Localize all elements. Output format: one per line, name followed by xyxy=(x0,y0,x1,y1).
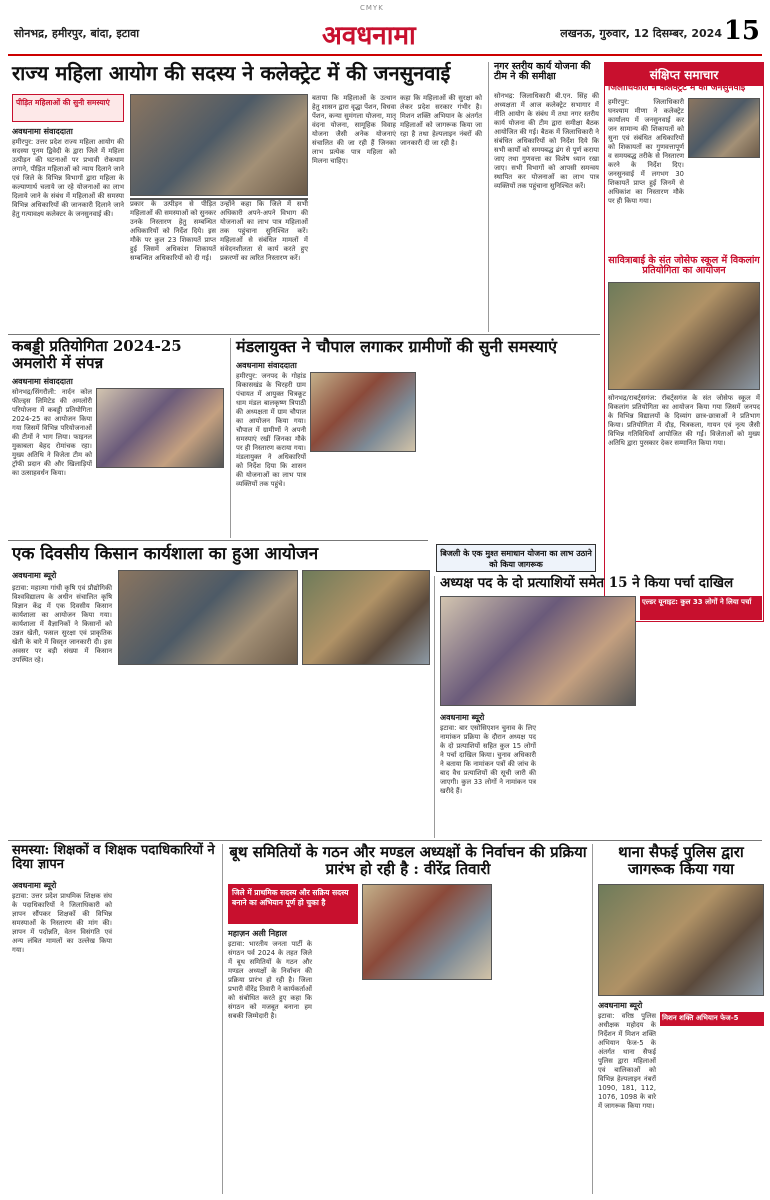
sidebar-item2-photo xyxy=(608,282,760,390)
story4-subhead: बिजली के एक मुश्त समाधान योजना का लाभ उठाने को किया जागरूक xyxy=(436,544,596,572)
sidebar-item1-photo xyxy=(688,98,760,158)
story1-body-c: उन्होंने कहा कि जिले में सभी अधिकारी अपने-अपने विभाग की योजनाओं का लाभ पात्र महिलाओं तक पहुंचाना सुनिश्चित करें। महिलाओं से संबंधित मामलों में संवेदनशीलता से कार्य करते हुए प्रकरणों का त्वरित निस्तारण करें। xyxy=(220,200,308,262)
story1-photo-1 xyxy=(130,94,308,196)
story7-body: इटावा: उत्तर प्रदेश प्राथमिक शिक्षक संघ के पदाधिकारियों ने जिलाधिकारी को ज्ञापन सौंपकर शिक्षकों की विभिन्न समस्याओं के निस्तारण की मांग की। ज्ञापन में पदोन्नति, वेतन विसंगति एवं अन्य लंबित मामलों का उल्लेख किया गया। xyxy=(12,892,112,954)
sidebar-item2-body: सोनभद्र/राबर्ट्सगंज: रॉबर्ट्सगंज के संत जोसेफ स्कूल में विकलांग प्रतियोगिता का आयोजन किया गया जिसमें जनपद के विभिन्न विद्यालयों के दिव्यांग छात्र-छात्राओं ने प्रतिभाग किया। प्रतियोगिता में दौड़, चित्रकला, गायन एवं नृत्य जैसी विभिन्न गतिविधियाँ आयोजित की गईं। विजेताओं को मुख्य अतिथि द्वारा पुरस्कार देकर सम्मानित किया गया। xyxy=(608,394,760,447)
masthead-date: लखनऊ, गुरुवार, 12 दिसम्बर, 2024 xyxy=(560,27,722,40)
story9-body: इटावा: वरिष्ठ पुलिस अधीक्षक महोदय के निर्देशन में मिशन शक्ति अभियान फेज-5 के अंतर्गत थाना सैफई पुलिस द्वारा महिलाओं एवं बालिकाओं को विभिन्न हेल्पलाइन नंबरों 1090, 181, 112, 1076, 1098 के बारे में जागरूक किया गया। xyxy=(598,1012,656,1110)
story8-byline: महाज़न अली निहाल xyxy=(228,929,287,938)
story6-headline: अध्यक्ष पद के दो प्रत्याशियों समेत 15 ने किया पर्चा दाखिल xyxy=(440,575,734,591)
story1-byline: अवधनामा संवाददाता xyxy=(12,127,73,136)
story5-photo-1 xyxy=(118,570,298,665)
story4-photo xyxy=(310,372,416,452)
masthead xyxy=(8,14,762,56)
sidebar-item1-body: हमीरपुर: जिलाधिकारी घनश्याम मीणा ने कलेक्ट्रेट कार्यालय में जनसुनवाई कर जन सामान्य की शिकायतों को सुना एवं संबंधित अधिकारियों को शिकायतों का गुणवत्तापूर्ण व समयबद्ध तरीके से निस्तारण करने के निर्देश दिए। जनसुनवाई में लगभग 30 शिकायतें प्राप्त हुई जिनमें से अधिकांश का निस्तारण मौके पर ही किया गया। xyxy=(608,98,684,205)
story8-tag: जिले में प्राथमिक सदस्य और सक्रिय सदस्य बनाने का अभियान पूर्ण हो चुका है xyxy=(228,884,358,924)
story8-photo xyxy=(362,884,492,980)
story3-byline: अवधनामा संवाददाता xyxy=(12,377,73,386)
story9-tag: मिशन शक्ति अभियान फेज-5 xyxy=(660,1012,764,1026)
story4-body: हमीरपुर: जनपद के गोहांड विकासखंड के चिरहरी ग्राम पंचायत में आयुक्त चित्रकूट धाम मंडल बालकृष्ण त्रिपाठी की अध्यक्षता में ग्राम चौपाल का आयोजन किया गया। चौपाल में ग्रामीणों ने अपनी समस्याएं रखीं जिनका मौके पर ही निस्तारण कराया गया। मंडलायुक्त ने अधिकारियों को निर्देश दिया कि शासन की योजनाओं का लाभ पात्र व्यक्तियों तक पहुंचे। xyxy=(236,372,306,488)
story3-headline: कबड्डी प्रतियोगिता 2024-25 अमलोरी में संपन्न xyxy=(12,337,182,372)
story7-headline: समस्या: शिक्षकों व शिक्षक पदाधिकारियों ने दिया ज्ञापन xyxy=(12,843,215,873)
story7-byline: अवधनामा ब्यूरो xyxy=(12,881,57,890)
story2-body: सोनभद्र: जिलाधिकारी बी.एन. सिंह की अध्यक्षता में आज कलेक्ट्रेट सभागार में नीति आयोग के संबंध में तथा नगर स्तरीय कार्य योजना की टीम द्वारा समीक्षा बैठक आयोजित की गई। बैठक में जिलाधिकारी ने संबंधित अधिकारियों को निर्देश दिये कि सभी कार्यों को समयबद्ध ढंग से पूर्ण कराया जाए तथा गुणवत्ता का विशेष ध्यान रखा जाए। सभी विभागों को आपसी समन्वय स्थापित कर योजनाओं का लाभ पात्र व्यक्तियों तक पहुंचाना सुनिश्चित करें। xyxy=(494,92,599,190)
story5-body: इटावा: महात्मा गांधी कृषि एवं प्रौद्योगिकी विश्वविद्यालय के अधीन संचालित कृषि विज्ञान केंद्र में एक दिवसीय किसान कार्यशाला का आयोजन किया गया। कार्यशाला में वैज्ञानिकों ने किसानों को उन्नत खेती, फसल सुरक्षा एवं प्राकृतिक खेती के बारे में विस्तृत जानकारी दी। इस अवसर पर बड़ी संख्या में किसान उपस्थित रहे। xyxy=(12,584,112,664)
story1-body-b: प्रकार के उत्पीड़न से पीड़ित महिलाओं की समस्याओं को सुनकर उनके निस्तारण हेतु सम्बन्धित अधिकारियों को निर्देश दिये। इस मौके पर कुल 23 शिकायतें प्राप्त हुई जिसमें अधिकांश शिकायतें सम्बन्धित अधिकारियों को दी गई। xyxy=(130,200,216,262)
story6-byline: अवधनामा ब्यूरो xyxy=(440,713,485,722)
story2-headline: नगर स्तरीय कार्य योजना की टीम ने की समीक्षा xyxy=(494,61,591,83)
story9-photo xyxy=(598,884,764,996)
story4-byline: अवधनामा संवाददाता xyxy=(236,361,297,370)
story1-body-a: हमीरपुर: उत्तर प्रदेश राज्य महिला आयोग की सदस्या पूनम द्विवेदी के द्वारा जिले में महिला उत्पीड़न की घटनाओं पर प्रभावी रोकथाम लगाने, पीड़ित महिलाओं को न्याय दिलाने जाने एवं जिले के विभिन्न विभागों द्वारा महिला के कल्याणार्थ चलाये जा रहे योजनाओं का लाभ दिलाये जाने के संबंध में महिलाओं की समस्या विभिन्न अधिकारियों की जानकारी दिलाने जाने हेतु गत्यावक्ष्य कलेक्टर के जनसुनवाई की। xyxy=(12,138,124,218)
story5-headline: एक दिवसीय किसान कार्यशाला का हुआ आयोजन xyxy=(12,544,319,564)
story9-headline: थाना सैफई पुलिस द्वारा जागरूक किया गया xyxy=(618,843,744,878)
sidebar-header: संक्षिप्त समाचार xyxy=(605,63,763,86)
story6-tag: एल्डर यूनाइट: कुल 33 लोगों ने लिया पर्चा xyxy=(640,596,762,620)
story5-byline: अवधनामा ब्यूरो xyxy=(12,571,57,580)
story1-body-e: कहा कि महिलाओं की सुरक्षा को लेकर प्रदेश सरकार गंभीर है। मिशन शक्ति अभियान के अंतर्गत महिलाओं को जागरूक किया जा रहा है तथा हेल्पलाइन नंबरों की जानकारी दी जा रही है। xyxy=(400,94,482,147)
story8-body: इटावा: भारतीय जनता पार्टी के संगठन पर्व 2024 के तहत जिले में बूथ समितियों के गठन और मण्डल अध्यक्षों के निर्वाचन की प्रक्रिया प्रारंभ हो रही है। जिला प्रभारी वीरेंद्र तिवारी ने कार्यकर्ताओं को संबोधित करते हुए कहा कि संगठन को मजबूत बनाना हम सबकी जिम्मेदारी है। xyxy=(228,940,312,1020)
newspaper-logo: अवधनामा xyxy=(322,21,416,51)
story8-headline: बूथ समितियों के गठन और मण्डल अध्यक्षों के निर्वाचन की प्रक्रिया प्रारंभ हो रही है : वीरेंद्र तिवारी xyxy=(229,843,587,878)
sidebar-item1-headline: जिलाधिकारी ने कलेक्ट्रेट में की जनसुनवाई xyxy=(608,83,746,93)
sidebar-item2-headline: सावित्राबाई के संत जोसेफ स्कूल में विकलांग प्रतियोगिता का आयोजन xyxy=(608,255,760,277)
masthead-cities: सोनभद्र, हमीरपुर, बांदा, इटावा xyxy=(14,27,140,40)
story6-photo xyxy=(440,596,636,706)
story6-body: इटावा: बार एसोसिएशन चुनाव के लिए नामांकन प्रक्रिया के दौरान अध्यक्ष पद के दो प्रत्याशियों सहित कुल 15 लोगों ने पर्चा दाखिल किया। चुनाव अधिकारी ने बताया कि नामांकन पत्रों की जांच के बाद वैध प्रत्याशियों की सूची जारी की जाएगी। कुल 33 लोगों ने नामांकन पत्र खरीदे हैं। xyxy=(440,724,536,795)
page-number: 15 xyxy=(723,16,760,46)
story9-byline: अवधनामा ब्यूरो xyxy=(598,1001,643,1010)
story3-photo xyxy=(96,388,224,468)
story5-photo-2 xyxy=(302,570,430,665)
story3-body: सोनभद्र/सिंगरौली: नार्दन कोल फील्ड्स लिमिटेड की अमलोरी परियोजना में कबड्डी प्रतियोगिता 2024-25 का आयोजन किया गया जिसमें विभिन्न परियोजनाओं की टीमों ने भाग लिया। फाइनल मुकाबला बेहद रोमांचक रहा। मुख्य अतिथि ने विजेता टीम को ट्रॉफी प्रदान की और खिलाड़ियों का उत्साहवर्धन किया। xyxy=(12,388,92,477)
cmyk-marker: CMYK xyxy=(360,4,384,12)
story1-headline: राज्य महिला आयोग की सदस्य ने कलेक्ट्रेट में की जनसुनवाई xyxy=(12,61,451,85)
story1-tag: पीड़ित महिलाओं की सुनी समस्याएं xyxy=(12,94,124,122)
story4-headline: मंडलायुक्त ने चौपाल लगाकर ग्रामीणों की सुनी समस्याएं xyxy=(236,337,557,356)
story1-body-d: बताया कि महिलाओं के उत्थान हेतु शासन द्वारा वृद्धा पेंशन, विधवा पेंशन, कन्या सुमंगला योजना, मातृ वंदना योजना, सामूहिक विवाह योजना जैसी अनेक योजनाएं संचालित की जा रही हैं जिनका लाभ प्रत्येक पात्र महिला को मिलना चाहिए। xyxy=(312,94,396,165)
